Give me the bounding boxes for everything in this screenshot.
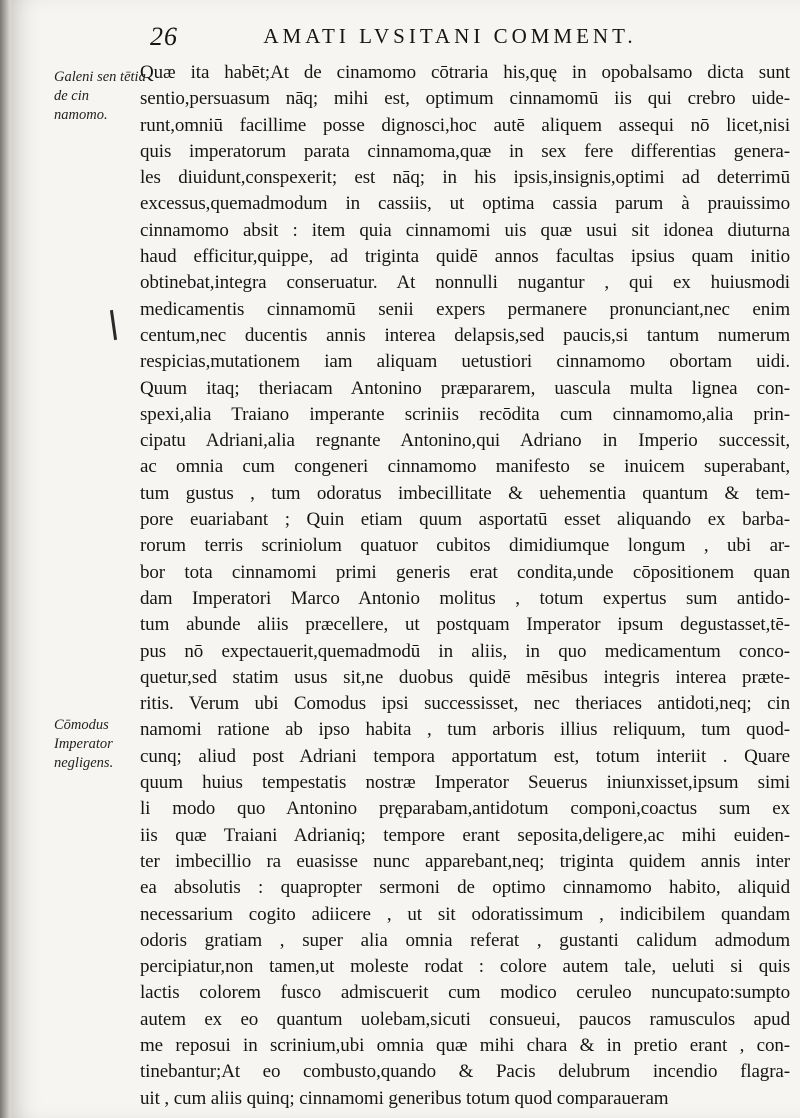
text-line: quis imperatorum parata cinnamoma,quæ in sex fere differentias genera- xyxy=(140,140,790,162)
body-text xyxy=(140,60,790,1112)
page-number: 26 xyxy=(150,22,178,51)
text-line: percipiatur,non tamen,ut moleste rodat : colore autem tale, ueluti si quis xyxy=(140,956,790,978)
text-line: tinebantur;At eo combusto,quando & Pacis delubrum incendio flagra- xyxy=(140,1061,790,1083)
text-line: namomi ratione ab ipso habita , tum arboris illius reliquum, tum quod- xyxy=(140,719,790,741)
text-line: Quum itaq; theriacam Antonino præpararem, uascula multa lignea con- xyxy=(140,377,790,399)
text-line: uit , cum aliis quinq; cinnamomi generibus totum quod comparaueram xyxy=(140,1087,669,1109)
text-line: ritis. Verum ubi Comodus ipsi successisset, nec theriaces antidoti,neq; cin xyxy=(140,693,790,715)
running-head: AMATI LVSITANI COMMENT. xyxy=(263,24,637,48)
text-line: medicamentis cinnamomū senii expers permanere pronunciant,nec enim xyxy=(140,298,790,320)
text-line: centum,nec ducentis annis interea delapsis,sed paucis,si tantum numerum xyxy=(140,324,790,346)
text-line: haud efficitur,quippe, ad triginta quidē annos facultas ipsius quam initio xyxy=(140,246,790,268)
text-line: lactis colorem fusco admiscuerit cum modico ceruleo nuncupato:sumpto xyxy=(140,982,790,1004)
page-header xyxy=(150,16,750,51)
text-line: obtinebat,integra conseruatur. At nonnulli nugantur , qui ex huiusmodi xyxy=(140,272,790,294)
text-line: necessarium cogito adiicere , ut sit odoratissimum , indicibilem quandam xyxy=(140,903,790,925)
text-line: cinnamomo absit : item quia cinnamomi uis quæ usui sit idonea diuturna xyxy=(140,219,790,241)
text-line: excessus,quemadmodum in cassiis, ut optima cassia parum à prauissimo xyxy=(140,193,790,215)
text-line: tum abunde aliis præcellere, ut postquam Imperator ipsum degustasset,tē- xyxy=(140,614,790,636)
text-line: quum huius tempestatis nostræ Imperator Seuerus iniunxisset,ipsum simi xyxy=(140,772,790,794)
text-line: tum gustus , tum odoratus imbecillitate & uehementia quantum & tem- xyxy=(140,482,790,504)
text-line: sentio,persuasum nāq; mihi est, optimum cinnamomū iis qui crebro uide- xyxy=(140,88,790,110)
text-line: dam Imperatori Marco Antonio molitus , totum expertus sum antido- xyxy=(140,587,790,609)
text-line: ter imbecillio ra euasisse nunc apparebant,neq; triginta quidem annis inter xyxy=(140,850,790,872)
text-line: me reposui in scrinium,ubi omnia quæ mihi chara & in pretio erant , con- xyxy=(140,1034,790,1056)
text-line: runt,omniū facillime posse dignosci,hoc autē aliquem assequi nō licet,nisi xyxy=(140,114,790,136)
text-line: pore euariabant ; Quin etiam quum asportatū esset aliquando ex barba- xyxy=(140,509,790,531)
text-line: les diuidunt,conspexerit; est nāq; in his ipsis,insignis,optimi ad deterrimū xyxy=(140,167,790,189)
text-line: quetur,sed statim usus sit,ne duobus quidē mēsibus integris interea præte- xyxy=(140,666,790,688)
text-line: Quæ ita habēt;At de cinamomo cōtraria his,quę in opobalsamo dicta sunt xyxy=(140,62,790,83)
text-line: li modo quo Antonino pręparabam,antidotum componi,coactus sum ex xyxy=(140,798,790,820)
margin-pen-mark xyxy=(110,310,117,340)
text-line: ac omnia cum congeneri cinnamomo manifesto se inuicem superabant, xyxy=(140,456,790,478)
text-line: ea absolutis : quapropter sermoni de optimo cinnamomo habito, aliquid xyxy=(140,877,790,899)
margin-note-comodus: Cōmodus Imperator negligens. xyxy=(54,717,114,771)
text-line: autem ex eo quantum uolebam,sicuti consueui, paucos ramusculos apud xyxy=(140,1008,790,1030)
text-line: cipatu Adriani,alia regnante Antonino,qui Adriano in Imperio successit, xyxy=(140,430,790,452)
text-line: spexi,alia Traiano imperante scriniis recōdita cum cinnamomo,alia prin- xyxy=(140,403,790,425)
book-spine-shadow xyxy=(0,0,14,1118)
text-line: cunq; aliud post Adriani tempora apportatum est, totum interiit . Quare xyxy=(140,745,790,767)
text-line: pus nō expectauerit,quemadmodū in aliis, in quo medicamentum conco- xyxy=(140,640,790,662)
text-line: bor tota cinnamomi primi generis erat condita,unde cōpositionem quan xyxy=(140,561,790,583)
margin-note-galeni: Galeni sen tētia de cin namomo. xyxy=(54,69,146,123)
text-line: rorum terris scriniolum quatuor cubitos dimidiumque longum , ubi ar- xyxy=(140,535,790,557)
text-line: respicias,mutationem iam aliquam uetustiori cinnamomo obortam uidi. xyxy=(140,351,790,373)
text-line: iis quæ Traiani Adrianiq; tempore erant seposita,deligere,ac mihi euiden- xyxy=(140,824,790,846)
text-line: odoris gratiam , super alia omnia referat , gustanti calidum admodum xyxy=(140,929,790,951)
